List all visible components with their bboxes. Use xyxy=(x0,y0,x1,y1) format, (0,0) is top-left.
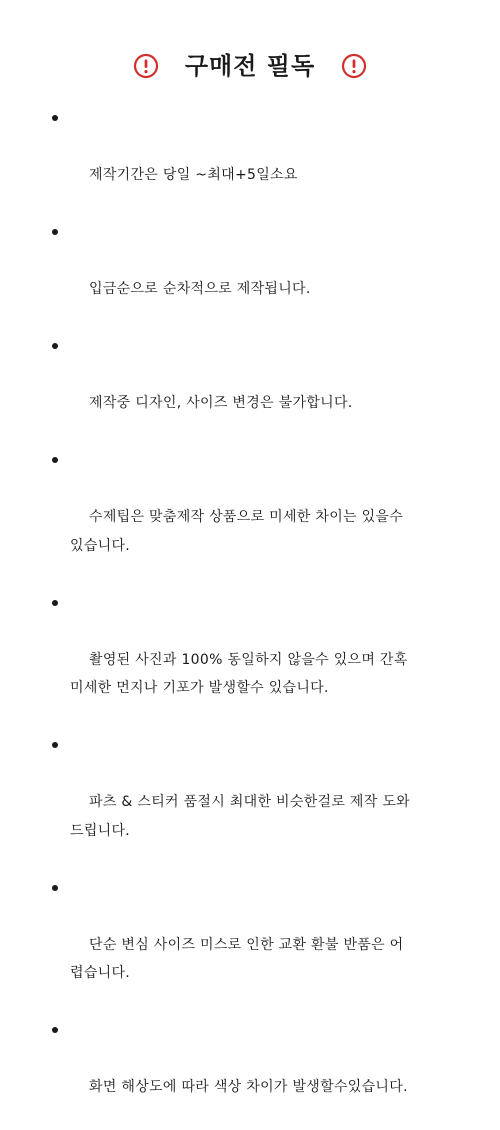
notice-text: 제작기간은 당일 ~최대+5일소요 xyxy=(89,167,298,183)
notice-text: 입금순으로 순차적으로 제작됩니다. xyxy=(89,281,311,297)
bullet-icon xyxy=(52,343,58,349)
bullet-icon xyxy=(52,229,58,235)
list-item xyxy=(52,446,472,589)
notice-text: 단순 변심 사이즈 미스로 인한 교환 환불 반품은 어 렵습니다. xyxy=(70,936,404,981)
bullet-icon xyxy=(52,115,58,121)
list-item xyxy=(52,104,472,218)
notice-text: 파츠 & 스티커 품절시 최대한 비슷한걸로 제작 도와 드립니다. xyxy=(70,794,410,839)
exclamation-circle-icon xyxy=(341,53,367,79)
notice-list xyxy=(52,104,472,1130)
bullet-icon xyxy=(52,885,58,891)
notice-text: 수제팁은 맞춤제작 상품으로 미세한 차이는 있을수 있습니다. xyxy=(70,509,404,554)
notice-header xyxy=(0,48,500,84)
list-item xyxy=(52,731,472,874)
bullet-icon xyxy=(52,600,58,606)
exclamation-circle-icon xyxy=(133,53,159,79)
bullet-icon xyxy=(52,742,58,748)
list-item xyxy=(52,218,472,332)
list-item xyxy=(52,874,472,1017)
list-item xyxy=(52,589,472,732)
notice-text: 제작중 디자인, 사이즈 변경은 불가합니다. xyxy=(89,395,353,411)
list-item xyxy=(52,1016,472,1130)
page-title: 구매전 필독 xyxy=(184,52,316,80)
list-item xyxy=(52,332,472,446)
bullet-icon xyxy=(52,1027,58,1033)
notice-text: 촬영된 사진과 100% 동일하지 않을수 있으며 간혹 미세한 먼지나 기포가 발생할수 있습니다. xyxy=(70,651,408,696)
bullet-icon xyxy=(52,457,58,463)
notice-text: 화면 해상도에 따라 색상 차이가 발생할수있습니다. xyxy=(89,1079,408,1095)
